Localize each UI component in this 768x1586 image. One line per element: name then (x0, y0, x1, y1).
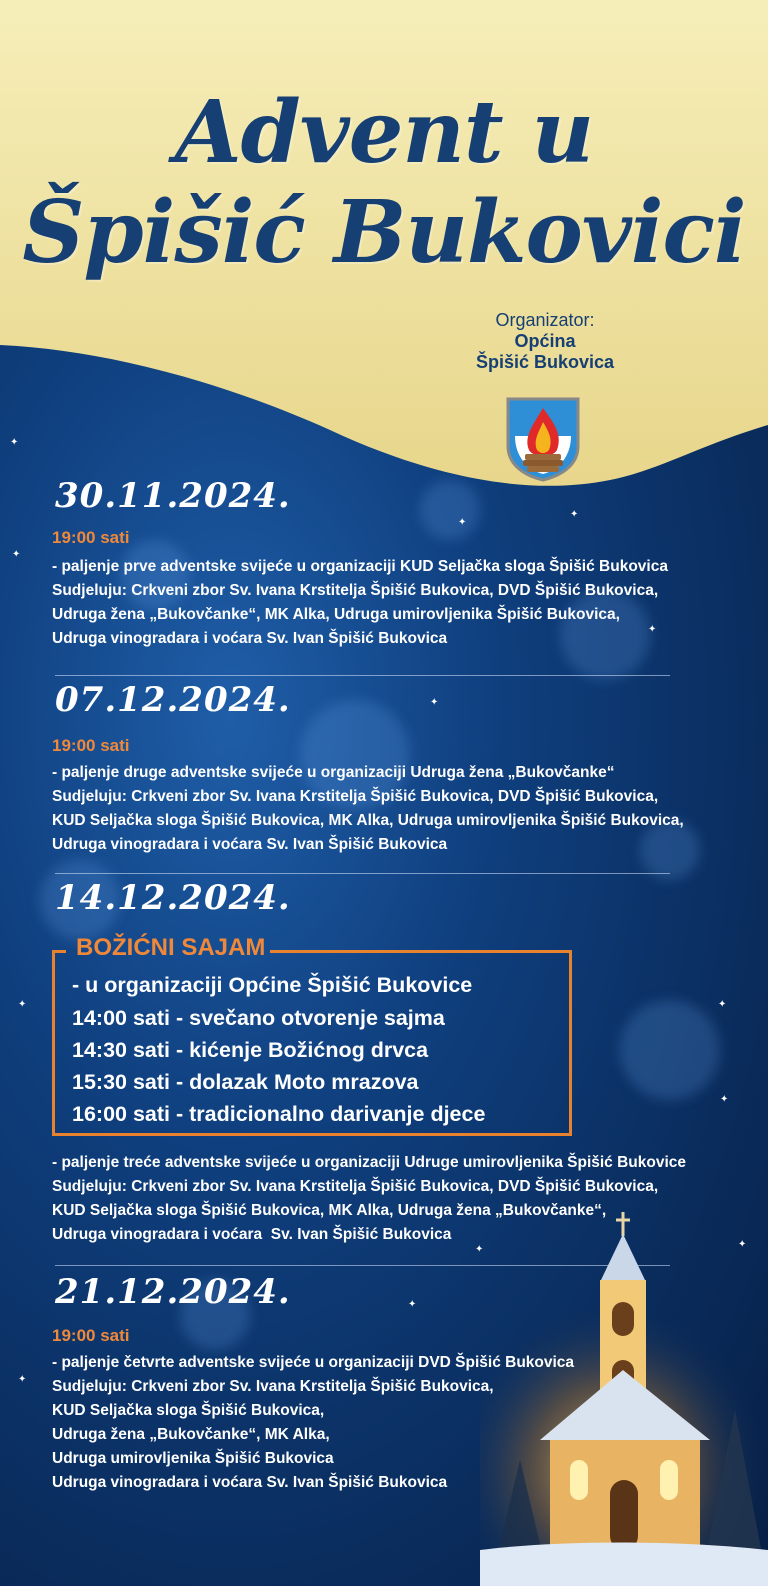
organizer-name-2: Špišić Bukovica (475, 352, 615, 372)
organizer-label: Organizator: (495, 310, 595, 330)
fair-line: 14:30 sati - kićenje Božićnog drvca (72, 1038, 429, 1062)
sparkle-icon: ✦ (12, 549, 21, 560)
event-line: Udruga umirovljenika Špišić Bukovica (52, 1450, 334, 1467)
event-time: 19:00 sati (52, 528, 130, 547)
fair-line: 14:00 sati - svečano otvorenje sajma (72, 1006, 445, 1030)
event-line: Udruga žena „Bukovčanke“, MK Alka, Udruga umirovljenika Špišić Bukovica, (52, 606, 620, 623)
event-line: - paljenje četvrte adventske svijeće u organizaciji DVD Špišić Bukovica (52, 1354, 575, 1371)
event-line: Udruga vinogradara i voćara Sv. Ivan Špišić Bukovica (52, 1226, 452, 1243)
event-time: 19:00 sati (52, 736, 130, 755)
organizer-block (470, 310, 620, 373)
event-line: Udruga vinogradara i voćara Sv. Ivan Špišić Bukovica (52, 630, 448, 647)
event-date: 30.11.2024. (55, 476, 291, 516)
church-illustration (480, 1210, 768, 1586)
organizer-name-1: Općina (514, 331, 576, 351)
christmas-fair-title: BOŽIĆNI SAJAM (76, 934, 266, 961)
event-line: - paljenje treće adventske svijeće u organizaciji Udruge umirovljenika Špišić Bukovice (52, 1154, 687, 1171)
event-line: Sudjeluju: Crkveni zbor Sv. Ivana Krstitelja Špišić Bukovica, DVD Špišić Bukovica, (52, 582, 659, 599)
title-line-1: Advent u (174, 82, 594, 183)
event-line: Udruga vinogradara i voćara Sv. Ivan Špišić Bukovica (52, 1474, 448, 1491)
event-line: Sudjeluju: Crkveni zbor Sv. Ivana Krstitelja Špišić Bukovica, DVD Špišić Bukovica, (52, 1178, 659, 1195)
fair-line: 16:00 sati - tradicionalno darivanje djece (72, 1102, 486, 1126)
fair-box-top-right (270, 950, 572, 953)
sparkle-icon: ✦ (10, 437, 19, 448)
event-line: KUD Seljačka sloga Špišić Bukovica, (52, 1402, 325, 1419)
divider (55, 675, 670, 676)
event-line: Udruga žena „Bukovčanke“, MK Alka, (52, 1426, 330, 1443)
sparkle-icon: ✦ (570, 509, 579, 520)
sparkle-icon: ✦ (430, 697, 439, 708)
sparkle-icon: ✦ (648, 624, 657, 635)
sparkle-icon: ✦ (475, 1244, 484, 1255)
event-time: 19:00 sati (52, 1326, 130, 1345)
divider (55, 873, 670, 874)
sparkle-icon: ✦ (408, 1299, 417, 1310)
sparkle-icon: ✦ (458, 517, 467, 528)
bokeh-light (620, 1000, 720, 1100)
sparkle-icon: ✦ (718, 999, 727, 1010)
sparkle-icon: ✦ (720, 1094, 729, 1105)
sparkle-icon: ✦ (18, 999, 27, 1010)
event-line: Sudjeluju: Crkveni zbor Sv. Ivana Krstitelja Špišić Bukovica, DVD Špišić Bukovica, (52, 788, 659, 805)
event-line: KUD Seljačka sloga Špišić Bukovica, MK Alka, Udruga umirovljenika Špišić Bukovica, (52, 812, 684, 829)
sparkle-icon: ✦ (738, 1239, 747, 1250)
coat-of-arms-icon (505, 396, 581, 482)
event-line: - paljenje prve adventske svijeće u organizaciji KUD Seljačka sloga Špišić Bukovica (52, 558, 668, 575)
event-line: Udruga vinogradara i voćara Sv. Ivan Špišić Bukovica (52, 836, 448, 853)
fair-line: - u organizaciji Općine Špišić Bukovice (72, 973, 473, 997)
title-line-2: Špišić Bukovici (22, 182, 746, 283)
event-line: KUD Seljačka sloga Špišić Bukovica, MK Alka, Udruga žena „Bukovčanke“, (52, 1202, 607, 1219)
fair-line: 15:30 sati - dolazak Moto mrazova (72, 1070, 419, 1094)
event-line: - paljenje druge adventske svijeće u organizaciji Udruga žena „Bukovčanke“ (52, 764, 615, 781)
event-date: 21.12.2024. (55, 1272, 291, 1312)
sparkle-icon: ✦ (18, 1374, 27, 1385)
event-date: 07.12.2024. (55, 680, 291, 720)
event-date: 14.12.2024. (55, 878, 291, 918)
event-line: Sudjeluju: Crkveni zbor Sv. Ivana Krstitelja Špišić Bukovica, (52, 1378, 494, 1395)
fair-box-top-left (52, 950, 66, 953)
